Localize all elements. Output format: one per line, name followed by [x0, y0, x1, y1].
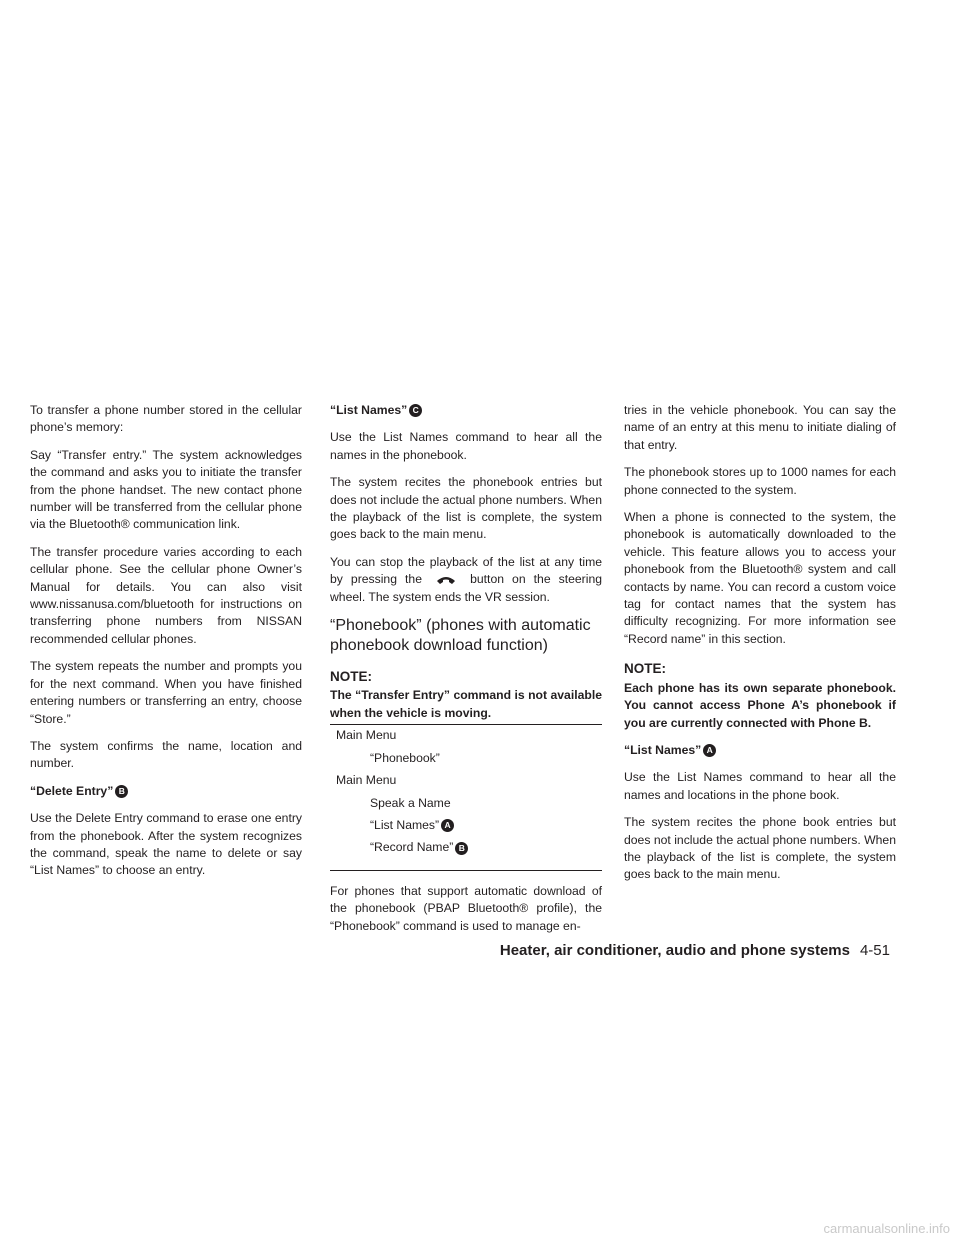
note-label: NOTE: [624, 661, 666, 677]
phone-hangup-icon [436, 575, 456, 585]
paragraph: Use the List Names command to hear all the names in the phonebook. [330, 430, 602, 462]
paragraph: The system confirms the name, location and number. [30, 738, 302, 771]
paragraph: The system recites the phone book entries but does not include the actual phone numbers. When the playback of the list is complete, the system goes back to the main menu. [624, 815, 896, 882]
heading-text: “Delete Entry” [30, 783, 114, 798]
paragraph: The transfer procedure varies according to each cellular phone. See the cellular phone Owner’s Manual for details. You can also visit www.nissanusa.com/bluetooth for instructions on transferring phone numbers from NISSAN recommended cellular phones. [30, 544, 302, 646]
menu-row: “Record Name” B [330, 839, 602, 856]
page-number: 4-51 [859, 942, 890, 959]
list-names-heading [330, 402, 602, 419]
paragraph: For phones that support automatic download of the phonebook (PBAP Bluetooth® profile), the “Phonebook” command is used to manage en- [330, 883, 602, 933]
paragraph: You can stop the playback of the list at any time by pressing the button on the steering wheel. The system ends the VR session. [330, 554, 603, 604]
note-label: NOTE: [330, 669, 372, 685]
menu-row: Speak a Name [370, 795, 451, 810]
delete-entry-heading [30, 783, 302, 800]
list-names-heading [624, 742, 896, 759]
menu-row: Main Menu [336, 773, 397, 788]
paragraph: tries in the vehicle phonebook. You can say the name of an entry at this menu to initiate dialing of that entry. [624, 403, 896, 452]
menu-row: “List Names” A [330, 817, 602, 834]
callout-a-icon: A [441, 819, 454, 832]
callout-c-icon: C [409, 404, 422, 417]
column-right [624, 402, 896, 894]
section-title: “Phonebook” (phones with automatic phonebook download function) [330, 617, 591, 655]
heading-text: “List Names” [624, 742, 702, 757]
menu-flow-box [330, 724, 602, 870]
callout-a-icon: A [703, 744, 716, 757]
column-middle [330, 402, 602, 945]
callout-b-icon: B [455, 842, 468, 855]
page-footer [500, 942, 890, 959]
column-left [30, 402, 302, 890]
callout-b-icon: B [115, 785, 128, 798]
paragraph: Use the Delete Entry command to erase one entry from the phonebook. After the system recognizes the command, speak the name to delete or say “List Names” to choose an entry. [30, 811, 302, 878]
watermark: carmanualsonline.info [823, 1221, 950, 1236]
paragraph: When a phone is connected to the system, the phonebook is automatically downloaded to the vehicle. This feature allows you to access your phonebook from the Bluetooth® system and call contacts by name. You can record a custom voice tag for contact names that the system has difficulty recognizing. For more information see “Record name” in this section. [624, 510, 896, 646]
paragraph: The phonebook stores up to 1000 names for each phone connected to the system. [624, 465, 896, 497]
note-body: The “Transfer Entry” command is not available when the vehicle is moving. [330, 688, 602, 720]
paragraph: The system recites the phonebook entries but does not include the actual phone numbers. When the playback of the list is complete, the system goes back to the main menu. [330, 475, 602, 542]
chapter-title: Heater, air conditioner, audio and phone systems [499, 942, 850, 959]
note-body: Each phone has its own separate phonebook. You cannot access Phone A’s phonebook if you are currently connected with Phone B. [624, 680, 896, 730]
paragraph: Say “Transfer entry.” The system acknowledges the command and asks you to initiate the transfer from the phone handset. The new contact phone number will be transferred from the cellular phone via the Bluetooth® communication link. [30, 447, 302, 532]
heading-text: “List Names” [330, 403, 408, 417]
menu-row: Main Menu [336, 728, 397, 743]
paragraph: The system repeats the number and prompts you for the next command. When you have finished entering numbers or transferring an entry, choose “Store.” [30, 659, 302, 726]
paragraph: Use the List Names command to hear all the names and locations in the phone book. [624, 770, 896, 802]
menu-row: “Phonebook” [370, 750, 440, 765]
paragraph: To transfer a phone number stored in the cellular phone’s memory: [30, 403, 302, 435]
